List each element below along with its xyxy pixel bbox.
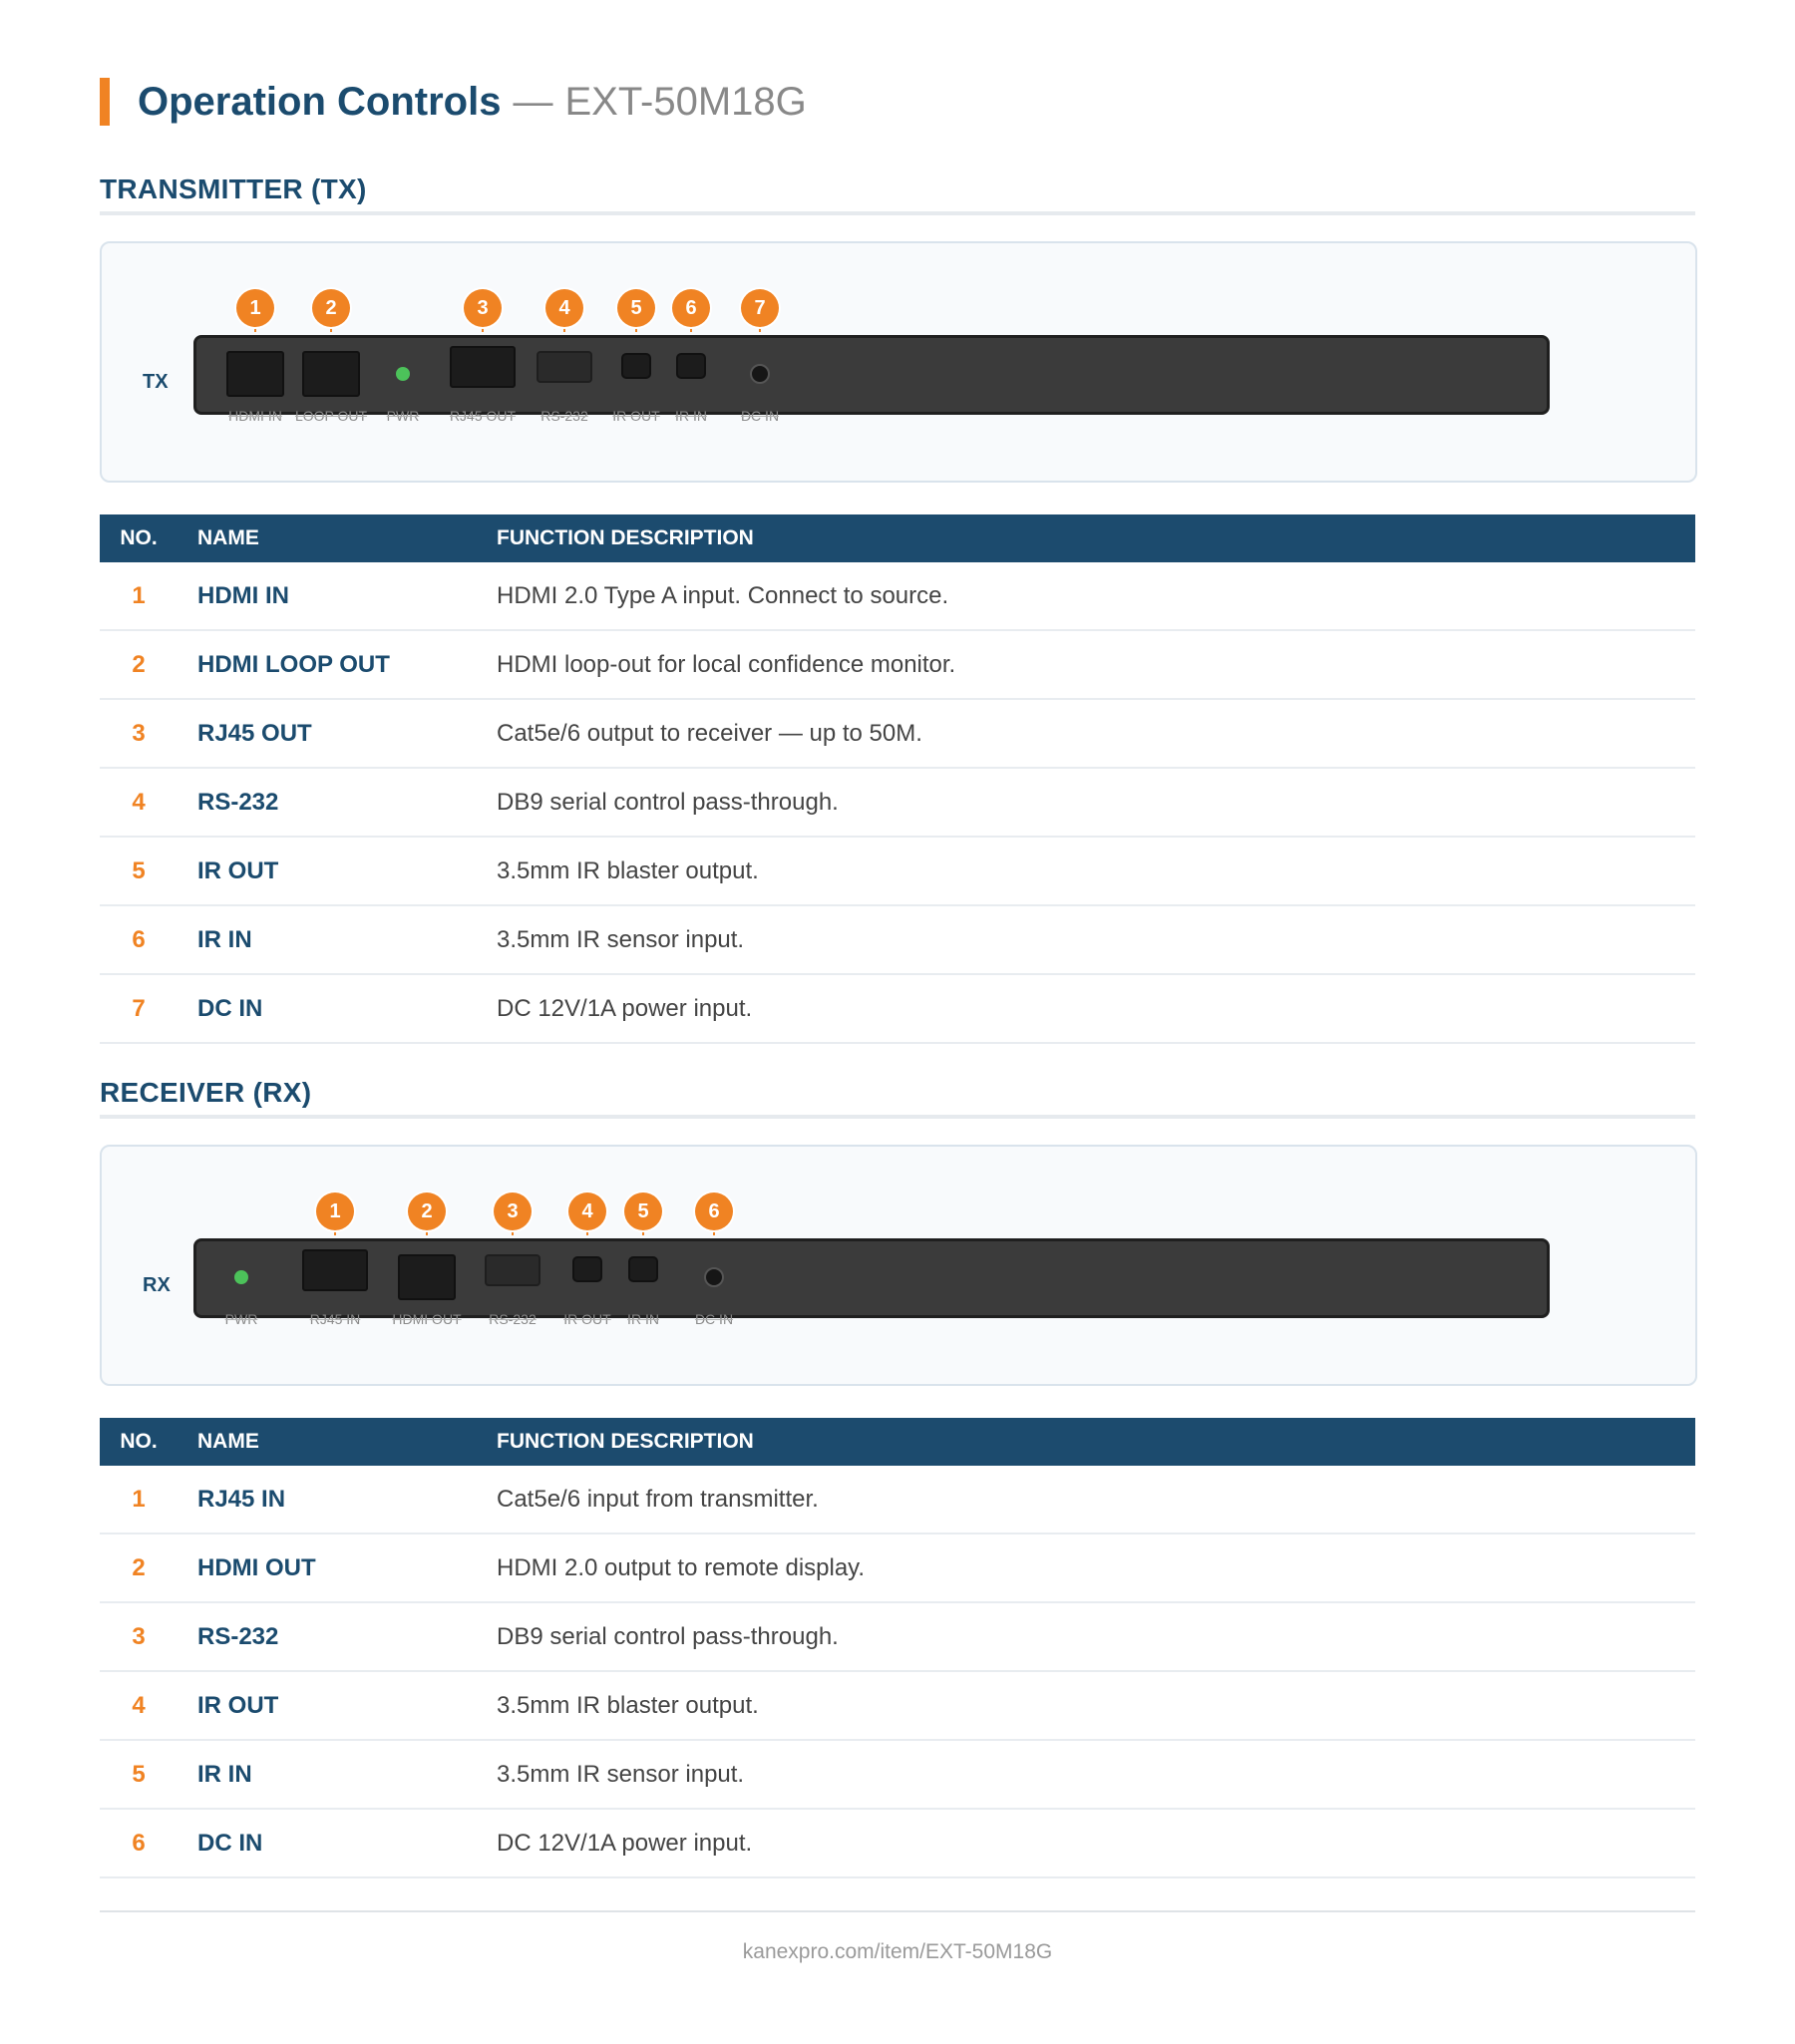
tx-pwr-led [396,367,410,381]
row-description: HDMI loop-out for local confidence monitor. [497,630,1695,699]
row-number: 3 [100,699,178,768]
row-number: 2 [100,630,178,699]
tx-label-hdmi-in: HDMI IN [228,408,282,424]
row-number: 2 [100,1533,178,1602]
table-row [100,1466,1695,1533]
row-description: 3.5mm IR sensor input. [497,1740,1695,1809]
tx-section-heading: TRANSMITTER (TX) [100,173,367,204]
table-header-row [100,514,1695,562]
rx-panel-tag: RX [143,1274,171,1296]
title-text: Operation Controls [138,79,502,124]
row-name: IR IN [178,905,497,974]
tx-callout-6: 6 [672,289,710,327]
table-row [100,974,1695,1043]
tx-port-ir-out [621,353,651,379]
tx-panel-tag: TX [143,371,169,393]
row-number: 1 [100,1466,178,1533]
tx-section-rule [100,211,1695,215]
tx-label-pwr: PWR [386,408,420,424]
table-row [100,1740,1695,1809]
rx-label-dc-in: DC IN [694,1311,734,1327]
footer-rule [100,1910,1695,1912]
rx-label-pwr: PWR [224,1311,258,1327]
rx-port-rs232 [485,1254,540,1286]
rx-section-heading: RECEIVER (RX) [100,1077,312,1108]
row-description: Cat5e/6 output to receiver — up to 50M. [497,699,1695,768]
rx-label-rs232: RS-232 [489,1311,537,1327]
row-name: HDMI LOOP OUT [178,630,497,699]
rx-callout-2: 2 [408,1192,446,1230]
row-name: IR OUT [178,837,497,905]
tx-callout-1: 1 [236,289,274,327]
row-number: 5 [100,1740,178,1809]
row-description: DC 12V/1A power input. [497,974,1695,1043]
tx-label-ir-in: IR IN [675,408,707,424]
row-number: 7 [100,974,178,1043]
tx-label-loop-out: LOOP OUT [294,408,368,424]
rx-panel-diagram [100,1145,1697,1386]
table-row [100,1671,1695,1740]
tx-port-dc-in [750,364,770,384]
row-name: DC IN [178,974,497,1043]
table-row [100,630,1695,699]
row-description: DB9 serial control pass-through. [497,1602,1695,1671]
tx-port-hdmi-in [226,351,284,397]
rx-pwr-led [234,1270,248,1284]
column-header-name: NAME [178,1418,497,1466]
rx-callout-3: 3 [494,1192,532,1230]
row-description: 3.5mm IR blaster output. [497,1671,1695,1740]
row-description: 3.5mm IR sensor input. [497,905,1695,974]
tx-label-ir-out: IR OUT [612,408,660,424]
row-description: HDMI 2.0 output to remote display. [497,1533,1695,1602]
column-header-description: FUNCTION DESCRIPTION [497,1418,1695,1466]
rx-callout-5: 5 [624,1192,662,1230]
row-number: 3 [100,1602,178,1671]
row-name: HDMI IN [178,562,497,630]
rx-function-table [100,1418,1695,1878]
row-description: DC 12V/1A power input. [497,1809,1695,1877]
rx-label-hdmi-out: HDMI OUT [392,1311,462,1327]
row-name: DC IN [178,1809,497,1877]
table-row [100,837,1695,905]
row-number: 5 [100,837,178,905]
rx-callout-1: 1 [316,1192,354,1230]
row-name: HDMI OUT [178,1533,497,1602]
rx-label-ir-in: IR IN [627,1311,659,1327]
row-number: 4 [100,768,178,837]
rx-port-hdmi-out [398,1254,456,1300]
table-header-row [100,1418,1695,1466]
row-description: 3.5mm IR blaster output. [497,837,1695,905]
table-row [100,1533,1695,1602]
row-description: Cat5e/6 input from transmitter. [497,1466,1695,1533]
row-number: 6 [100,1809,178,1877]
row-description: DB9 serial control pass-through. [497,768,1695,837]
tx-callout-4: 4 [545,289,583,327]
tx-port-rs232 [537,351,592,383]
rx-section-rule [100,1115,1695,1119]
row-name: RS-232 [178,768,497,837]
tx-callout-7: 7 [741,289,779,327]
tx-port-loop-out [302,351,360,397]
tx-label-dc-in: DC IN [740,408,780,424]
tx-label-rs232: RS-232 [540,408,588,424]
row-name: RS-232 [178,1602,497,1671]
tx-function-table [100,514,1695,1044]
rx-port-rj45-in [302,1249,368,1291]
tx-port-ir-in [676,353,706,379]
rx-label-rj45-in: RJ45 IN [309,1311,361,1327]
table-row [100,905,1695,974]
footer-url[interactable]: kanexpro.com/item/EXT-50M18G [742,1940,1053,1963]
table-row [100,1602,1695,1671]
rx-port-ir-in [628,1256,658,1282]
tx-callout-2: 2 [312,289,350,327]
tx-panel-diagram [100,241,1697,483]
rx-callout-4: 4 [568,1192,606,1230]
row-number: 1 [100,562,178,630]
page-title [100,78,807,126]
tx-callout-3: 3 [464,289,502,327]
table-row [100,1809,1695,1877]
row-description: HDMI 2.0 Type A input. Connect to source. [497,562,1695,630]
tx-callout-5: 5 [617,289,655,327]
rx-label-ir-out: IR OUT [563,1311,611,1327]
rx-device-body [193,1238,1550,1318]
row-number: 4 [100,1671,178,1740]
table-row [100,562,1695,630]
title-model: EXT-50M18G [564,79,807,124]
row-name: IR OUT [178,1671,497,1740]
table-row [100,768,1695,837]
row-name: IR IN [178,1740,497,1809]
column-header-description: FUNCTION DESCRIPTION [497,514,1695,562]
rx-callout-6: 6 [695,1192,733,1230]
table-row [100,699,1695,768]
row-number: 6 [100,905,178,974]
row-name: RJ45 OUT [178,699,497,768]
column-header-no: NO. [100,1418,178,1466]
rx-port-dc-in [704,1267,724,1287]
column-header-no: NO. [100,514,178,562]
tx-port-rj45-out [450,346,516,388]
row-name: RJ45 IN [178,1466,497,1533]
tx-label-rj45-out: RJ45 OUT [449,408,517,424]
column-header-name: NAME [178,514,497,562]
rx-port-ir-out [572,1256,602,1282]
title-separator: — [513,79,553,124]
title-accent-bar [100,78,110,126]
